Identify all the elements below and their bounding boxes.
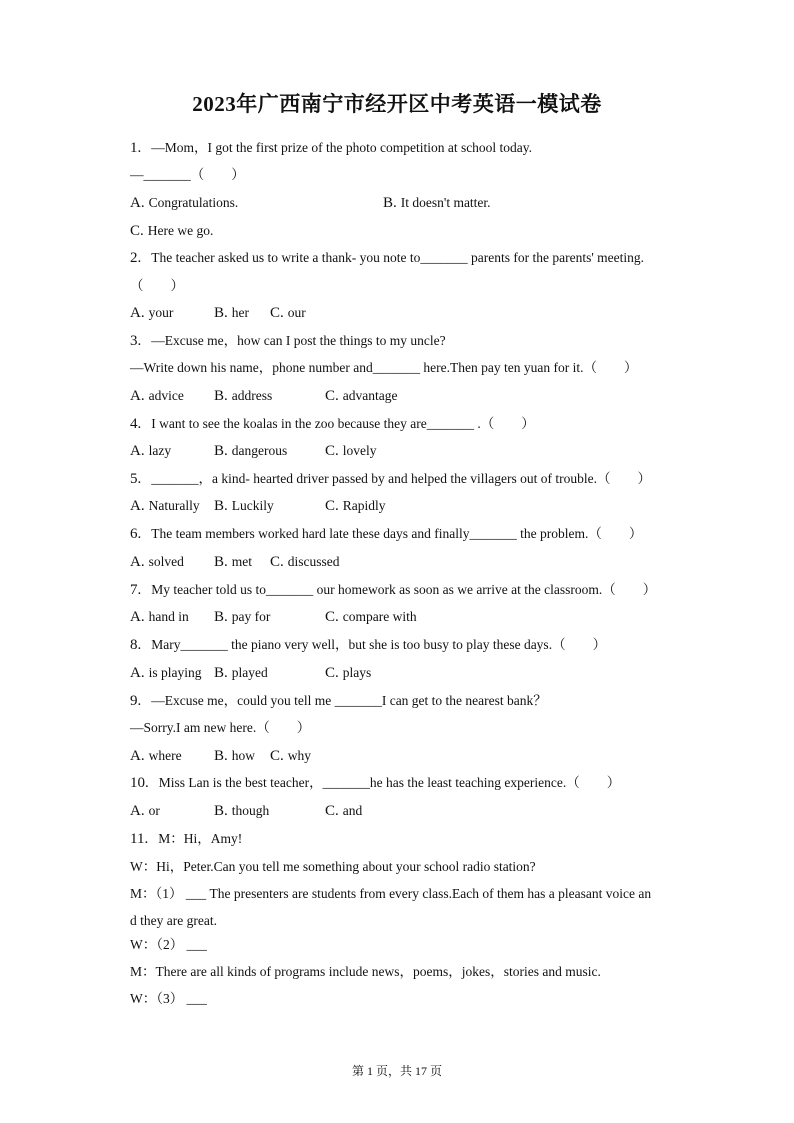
question-number: 8.	[130, 637, 142, 653]
option-a: A. lazy	[130, 443, 172, 459]
option-a: A. solved	[130, 554, 184, 570]
question-1-answer-line: —_______（ ）	[130, 167, 245, 182]
option-b: B. dangerous	[214, 443, 288, 459]
question-7: 7. My teacher told us to_______ our homework as soon as we arrive at the classroom.（ ）	[130, 582, 657, 598]
option-c: C. and	[325, 803, 363, 819]
question-6: 6. The team members worked hard late these days and finally_______ the problem.（ ）	[130, 526, 643, 542]
question-number: 9.	[130, 693, 142, 709]
question-number: 10.	[130, 775, 149, 791]
question-number: 7.	[130, 582, 142, 598]
question-10: 10. Miss Lan is the best teacher，_______he has the least teaching experience.（ ）	[130, 775, 621, 791]
question-5: 5. _______，a kind- hearted driver passed by and helped the villagers out of trouble.（ ）	[130, 471, 652, 487]
question-11: 11. M：Hi，Amy!	[130, 831, 243, 847]
question-number: 5.	[130, 471, 142, 487]
option-a: A. your	[130, 305, 174, 321]
option-b: B. how	[214, 748, 256, 764]
page-footer: 第 1 页，共 17 页	[351, 1064, 442, 1078]
dialogue-line: d they are great.	[130, 913, 217, 928]
question-number: 6.	[130, 526, 142, 542]
question-number: 1.	[130, 140, 142, 156]
question-8: 8. Mary_______ the piano very well，but she is too busy to play these days.（ ）	[130, 637, 607, 653]
option-c: C. advantage	[325, 388, 398, 404]
option-c: C. plays	[325, 665, 372, 681]
option-c: C. Here we go.	[130, 223, 214, 239]
option-c: C. our	[270, 305, 306, 321]
option-b: B. pay for	[214, 609, 271, 625]
dialogue-line: W：（2） ___	[130, 937, 207, 952]
page-title: 2023年广西南宁市经开区中考英语一模试卷	[192, 92, 602, 116]
dialogue-line: W：Hi，Peter.Can you tell me something about your school radio station?	[130, 859, 536, 874]
option-a: A. where	[130, 748, 182, 764]
question-1: 1. —Mom，I got the first prize of the photo competition at school today.	[130, 140, 533, 156]
dialogue-line: W：（3） ___	[130, 991, 207, 1006]
dialogue-line: M：There are all kinds of programs include news，poems，jokes，stories and music.	[130, 964, 601, 979]
option-b: B. Luckily	[214, 498, 274, 514]
question-number: 11.	[130, 831, 149, 847]
question-9: 9. —Excuse me，could you tell me _______I can get to the nearest bank？	[130, 693, 547, 709]
option-c: C. lovely	[325, 443, 377, 459]
question-3-line2: —Write down his name，phone number and_______ here.Then pay ten yuan for it.（ ）	[130, 360, 638, 375]
option-b: B. though	[214, 803, 270, 819]
option-b: B. played	[214, 665, 268, 681]
option-c: C. discussed	[270, 554, 340, 570]
question-number: 2.	[130, 250, 142, 266]
option-c: C. compare with	[325, 609, 417, 625]
question-number: 3.	[130, 333, 142, 349]
question-2: 2. The teacher asked us to write a thank- you note to_______ parents for the parents' meeting.	[130, 250, 645, 266]
option-a: A. Naturally	[130, 498, 200, 514]
option-a: A. or	[130, 803, 160, 819]
option-b: B. met	[214, 554, 253, 570]
option-a: A. hand in	[130, 609, 189, 625]
question-number: 4.	[130, 416, 142, 432]
option-b: B. It doesn't matter.	[383, 195, 491, 211]
option-b: B. her	[214, 305, 250, 321]
question-3: 3. —Excuse me，how can I post the things to my uncle?	[130, 333, 446, 349]
question-9-line2: —Sorry.I am new here.（ ）	[130, 720, 311, 735]
option-a: A. is playing	[130, 665, 202, 681]
dialogue-line: M：（1） ___ The presenters are students from every class.Each of them has a pleasant voice an	[130, 886, 652, 901]
question-4: 4. I want to see the koalas in the zoo because they are_______ .（ ）	[130, 416, 535, 432]
option-c: C. Rapidly	[325, 498, 386, 514]
option-a: A. advice	[130, 388, 184, 404]
option-b: B. address	[214, 388, 273, 404]
option-c: C. why	[270, 748, 312, 764]
option-a: A. Congratulations.	[130, 195, 239, 211]
answer-bracket: （ ）	[130, 278, 184, 293]
